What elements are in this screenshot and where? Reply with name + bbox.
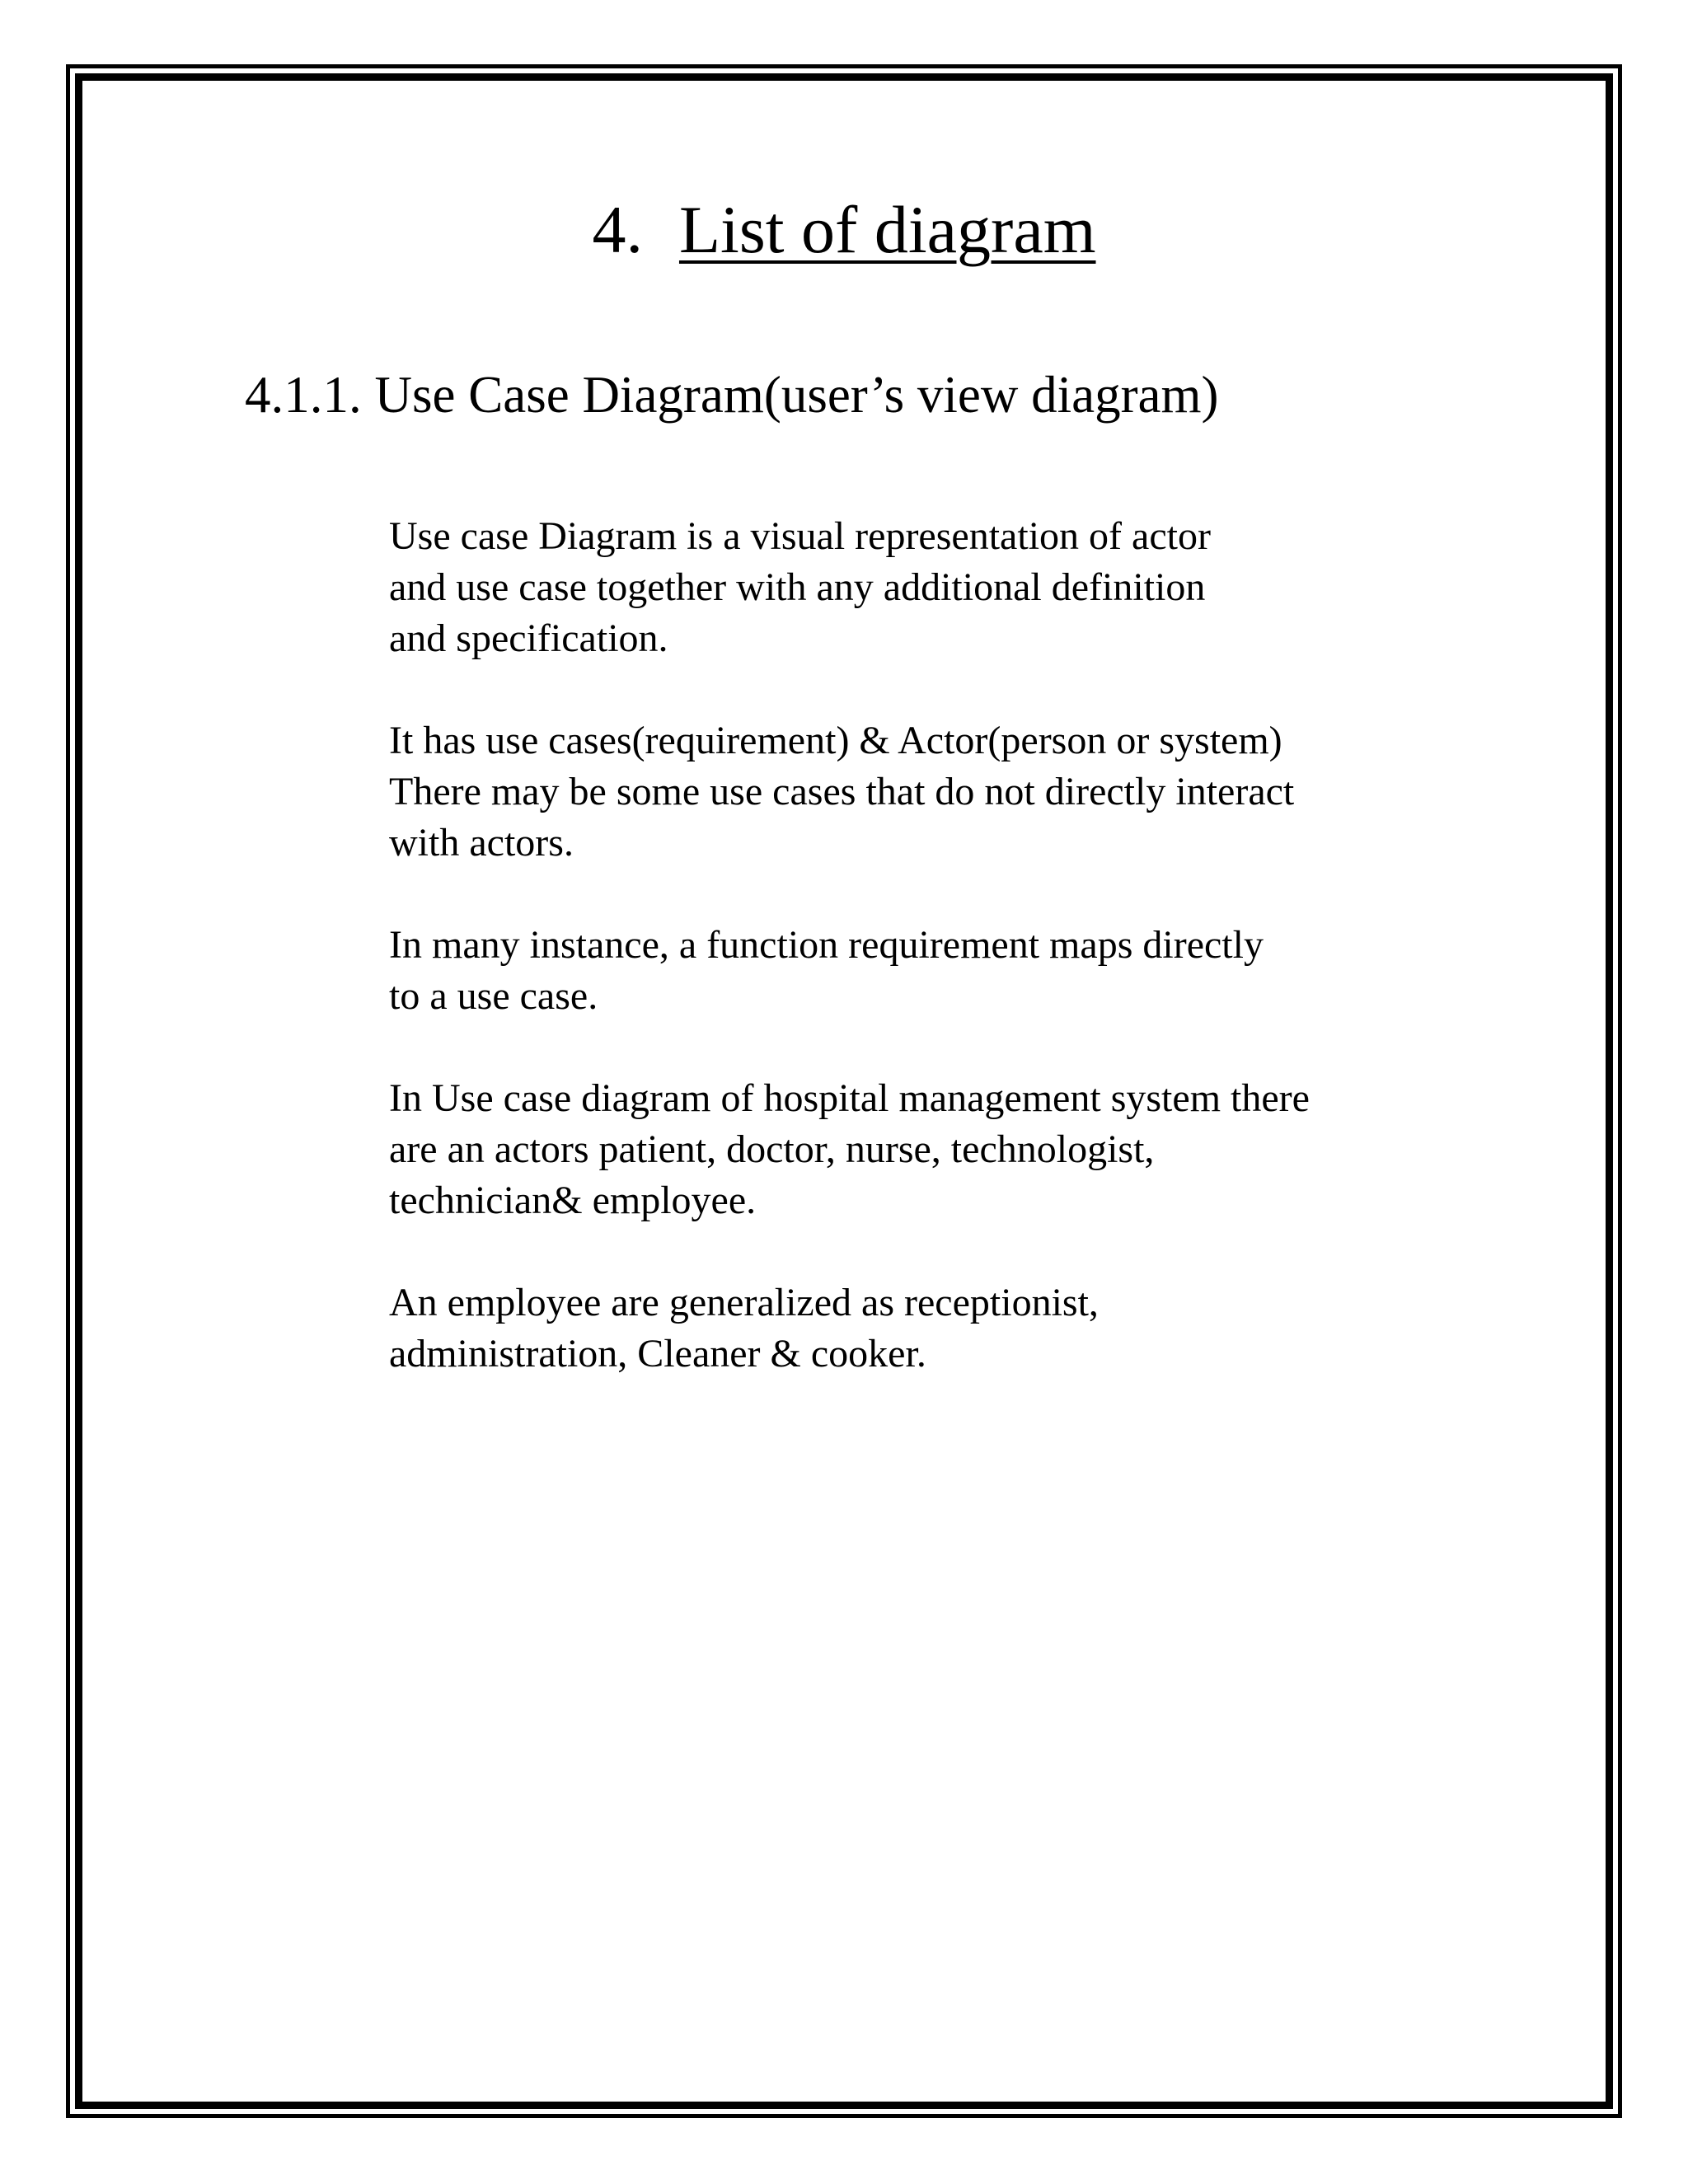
paragraph-definition [389, 511, 1461, 664]
section-heading: 4.1.1. Use Case Diagram(user’s view diagram) [245, 366, 1219, 424]
paragraph-components [389, 715, 1461, 869]
chapter-number: 4. [592, 192, 643, 267]
paragraph-line: and use case together with any additional definition [389, 565, 1206, 609]
paragraph-line: There may be some use cases that do not directly interact [389, 770, 1295, 813]
paragraph-line: to a use case. [389, 974, 598, 1018]
chapter-title [0, 192, 1688, 267]
chapter-title-text: List of diagram [678, 192, 1096, 267]
paragraph-line: It has use cases(requirement) & Actor(person or system) [389, 719, 1282, 762]
body-text [389, 511, 1461, 1431]
paragraph-line: technician& employee. [389, 1179, 757, 1222]
paragraph-actors [389, 1073, 1461, 1226]
paragraph-line: An employee are generalized as receptionist, [389, 1281, 1099, 1324]
paragraph-line: and specification. [389, 616, 668, 660]
paragraph-line: In many instance, a function requirement maps directly [389, 923, 1264, 967]
paragraph-line: with actors. [389, 821, 574, 865]
paragraph-line: In Use case diagram of hospital management system there [389, 1076, 1310, 1120]
paragraph-generalization [389, 1277, 1461, 1380]
paragraph-line: administration, Cleaner & cooker. [389, 1332, 926, 1376]
paragraph-requirements [389, 920, 1461, 1022]
paragraph-line: Use case Diagram is a visual representation of actor [389, 514, 1211, 558]
paragraph-line: are an actors patient, doctor, nurse, technologist, [389, 1127, 1155, 1171]
